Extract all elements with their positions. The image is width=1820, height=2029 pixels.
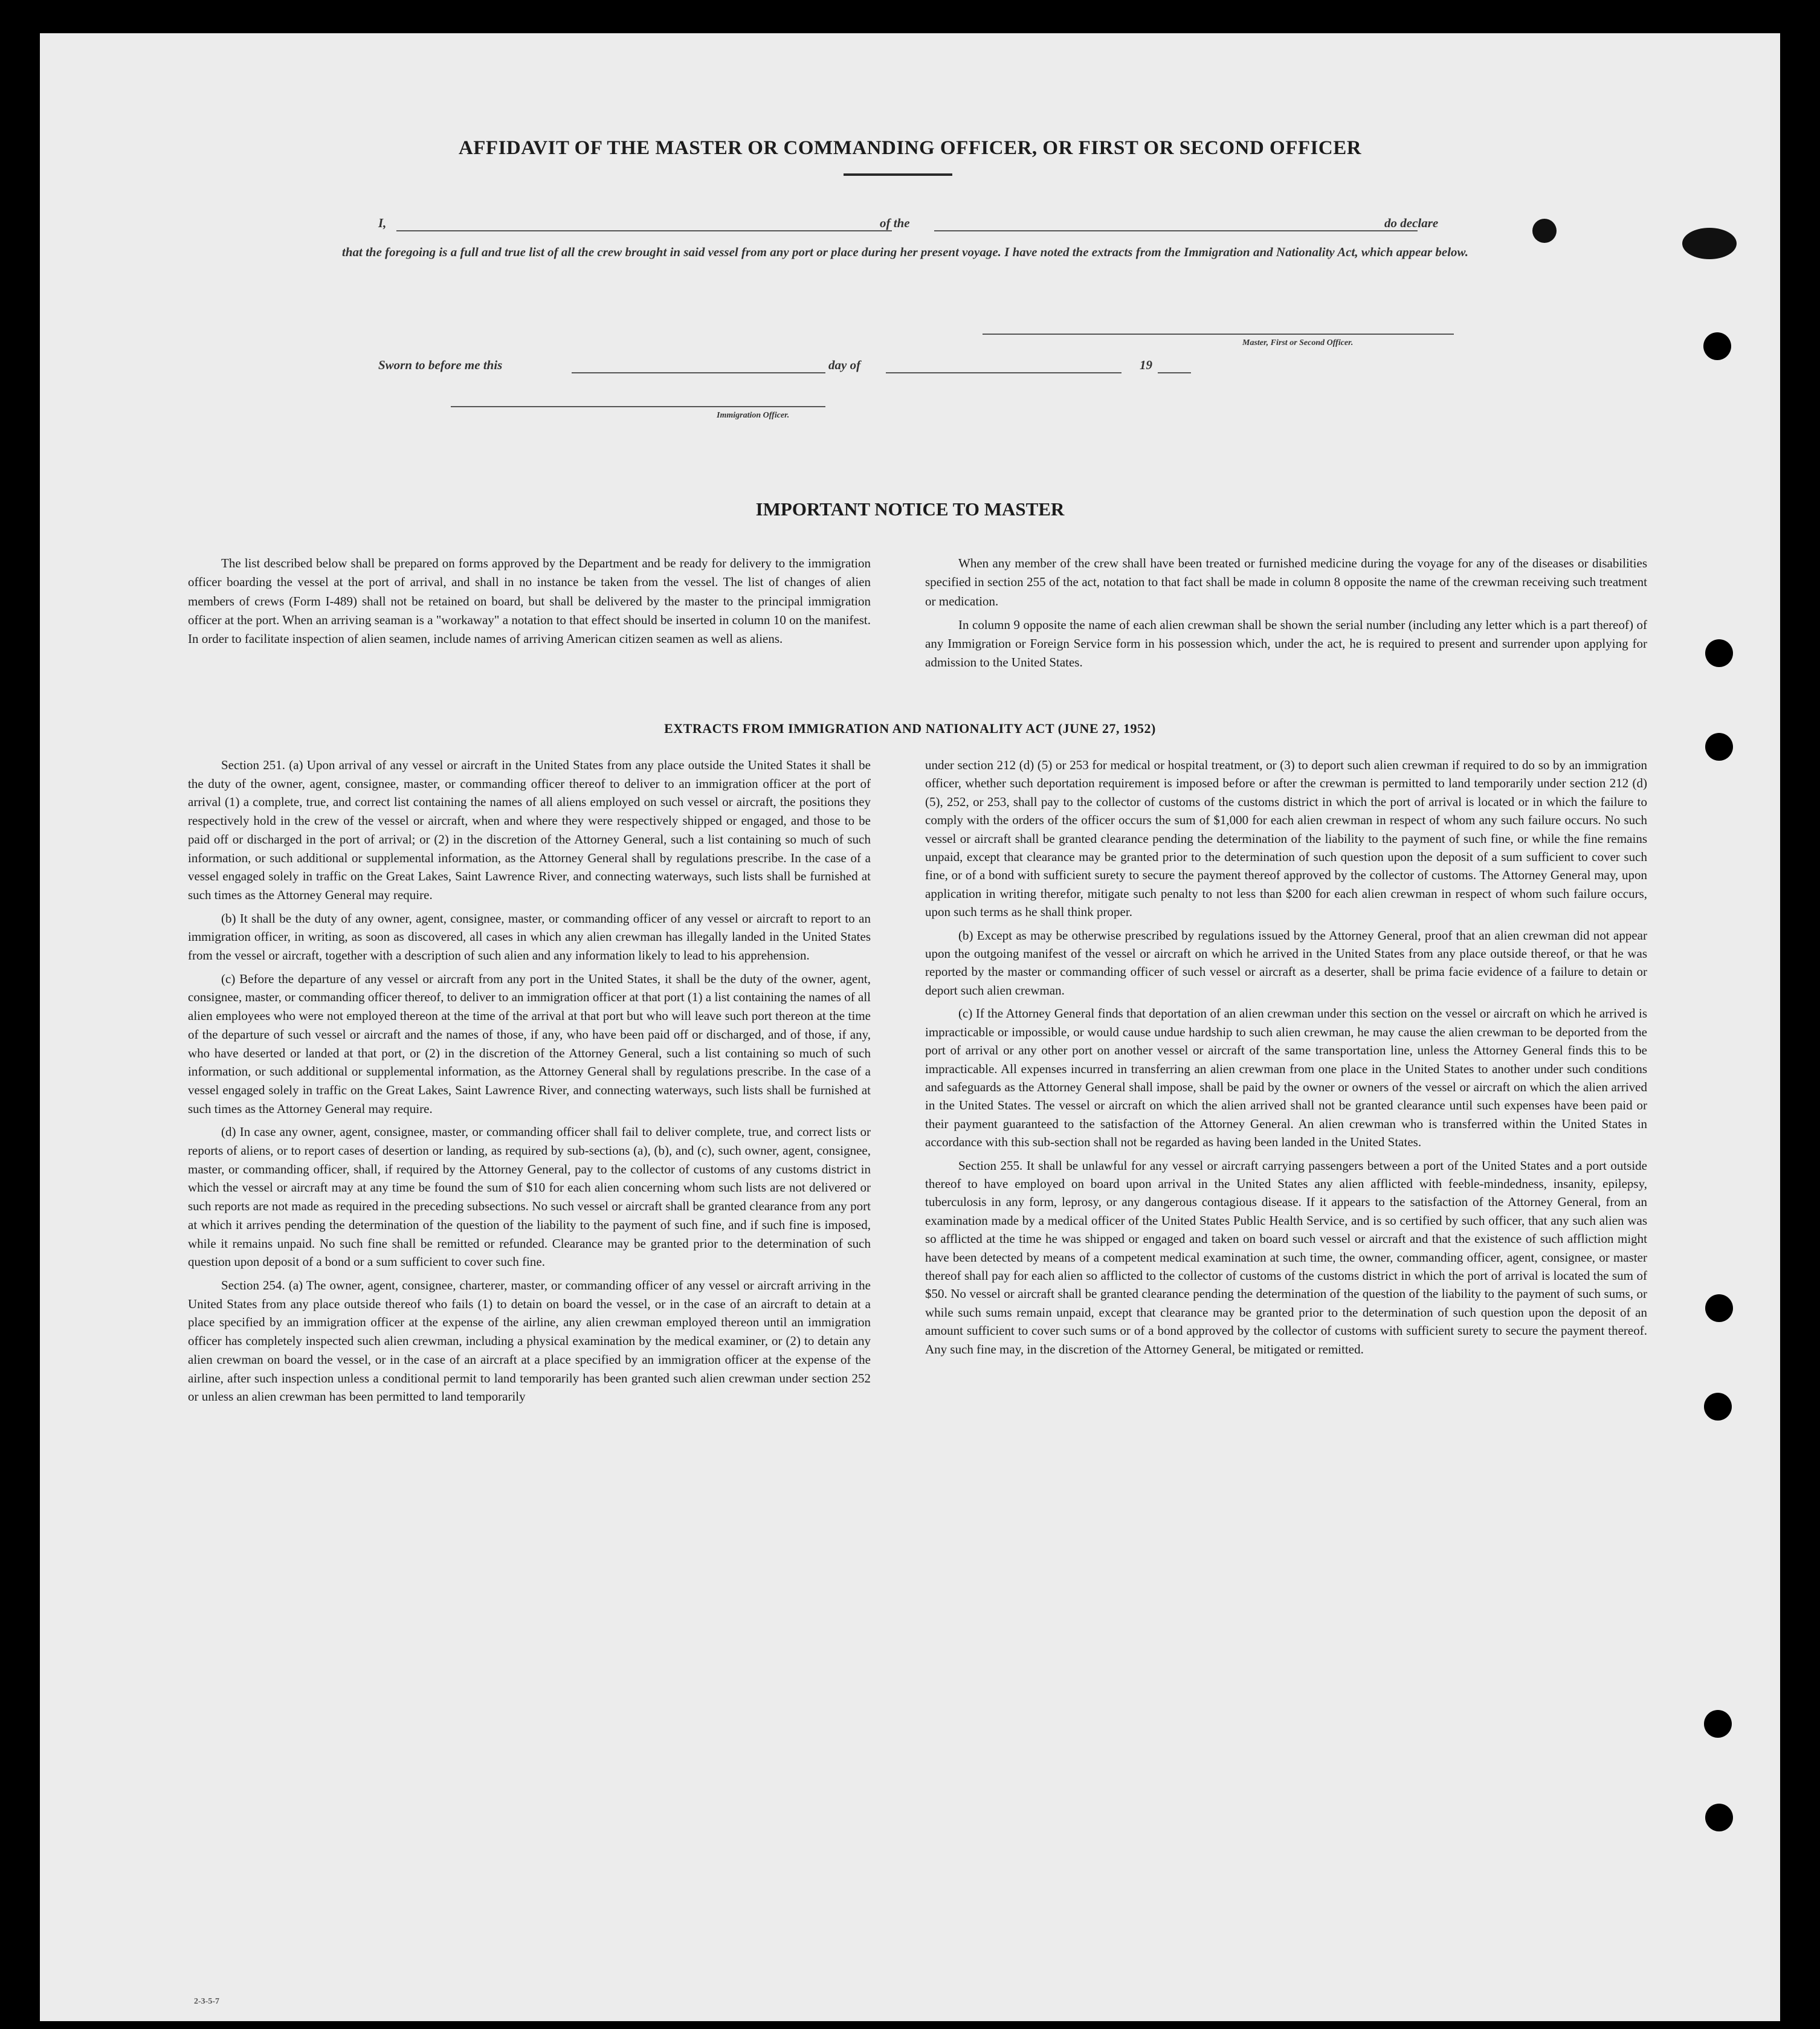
extract-section-251d: (d) In case any owner, agent, consignee, master, or commanding officer shall fail to deliver complete, true, and correct lists or reports of aliens, or to report cases of desertion or landing, as required by sub-sections (a), (b), and (c), such owner, agent, consignee, master, or commanding officer, shall, if required by the Attorney General, pay to the collector of customs of any customs district in which the vessel or aircraft may at any time be found the sum of $10 for each alien concerning whom such lists are not delivered or such reports are not made as required in the preceding subsections. No such vessel or aircraft shall be granted clearance from any port at which it arrives pending the determination of the question of the liability to the payment of such fine, and if such fine is imposed, while it remains unpaid. No such fine shall be remitted or refunded. Clearance may be granted prior to the determination of such question upon deposit of a bond or a sum sufficient to cover such fine. — [188, 1124, 871, 1269]
signature-line[interactable] — [983, 334, 1454, 335]
extract-section-254a-cont: under section 212 (d) (5) or 253 for medical or hospital treatment, or (3) to deport such alien crewman if required to do so by an immigration officer, whether such deportation requirement is imposed before or after the crewman is permitted to land temporarily under section 212 (d) (5), 252, or 253, shall pay to the collector of customs of the customs district in which the port of arrival is located or in which the failure to comply with the orders of the officer occurs the sum of $1,000 for each alien crewman in respect of whom any such failure occurs. No such vessel or aircraft shall be granted clearance pending the determination of the liability to the payment of such fine, or while the fine remains unpaid, except that clearance may be granted prior to the determination of such question upon the deposit of a sum sufficient to cover such fine, or of a bond with sufficient surety to secure the payment thereof approved by the collector of customs. The Attorney General may, upon application in writing therefor, mitigate such penalty to not less than $200 for each alien crewman in respect of whom such failure occurs, upon such terms as he shall think proper. — [925, 758, 1647, 920]
signature-caption: Master, First or Second Officer. — [1242, 338, 1354, 347]
extract-section-254b: (b) Except as may be otherwise prescribed by regulations issued by the Attorney General, proof that an alien crewman did not appear upon the outgoing manifest of the vessel or aircraft on which he arrived in the United States from any place outside thereof, or that he was reported by the master or commanding officer of such vessel or aircraft as a deserter, shall be prima facie evidence of a failure to detain or deport such alien crewman. — [925, 927, 1647, 998]
sworn-year-label: 19 — [1140, 358, 1152, 372]
declarant-name-field[interactable] — [396, 230, 892, 231]
punch-hole — [1682, 228, 1737, 259]
notice-title: IMPORTANT NOTICE TO MASTER — [755, 498, 1065, 520]
vessel-name-field[interactable] — [934, 230, 1418, 231]
document-page — [40, 33, 1780, 2021]
extract-section-251a: Section 251. (a) Upon arrival of any vessel or aircraft in the United States from any place outside the United States it shall be the duty of the owner, agent, consignee, master, or commanding officer thereof to deliver to an immigration officer at the port of arrival (1) a complete, true, and correct list containing the names of all aliens employed on such vessel or aircraft, the positions they respectively hold in the crew of the vessel or aircraft, when and where they were respectively shipped or engaged, and those to be paid off or discharged in the port of arrival; or (2) in the discretion of the Attorney General, such a list containing so much of such information, or such additional or supplemental information, as the Attorney General shall by regulations prescribe. In the case of a vessel engaged solely in traffic on the Great Lakes, Saint Lawrence River, and connecting waterways, such lists shall be furnished at such times as the Attorney General may require. — [188, 758, 871, 902]
punch-hole — [1705, 1294, 1733, 1322]
officer-caption: Immigration Officer. — [717, 411, 790, 420]
punch-hole — [1705, 1804, 1733, 1831]
extract-section-251b: (b) It shall be the duty of any owner, agent, consignee, master, or commanding officer of any vessel or aircraft to report to an immigration officer, in writing, as soon as discovered, all cases in which any alien crewman has illegally landed in the United States from the vessel or aircraft, together with a description of such alien and any information likely to lead to his apprehension. — [188, 911, 871, 963]
ink-smudge — [1532, 219, 1557, 243]
extract-section-255: Section 255. It shall be unlawful for any vessel or aircraft carrying passengers between a port of the United States and a port outside thereof to have employed on board upon arrival in the United States any alien afflicted with feeble-mindedness, insanity, epilepsy, tuberculosis in any form, leprosy, or any dangerous contagious disease. If it appears to the satisfaction of the Attorney General, from an examination made by a medical officer of the United States Public Health Service, and is so certified by such officer, that any such alien was so afflicted at the time he was shipped or engaged and taken on board such vessel or aircraft and that the existence of such affliction might have been detected by means of a competent medical examination at such time, the owner, commanding officer, agent, consignee, or master thereof shall pay for each alien so afflicted to the collector of customs of the customs district in which the port of arrival is located the sum of $50. No vessel or aircraft shall be granted clearance pending the determination of the question of the liability to the payment of such sums, or while such sums remain unpaid, except that clearance may be granted prior to the determination of such question upon the deposit of an amount sufficient to cover such sums or of a bond approved by the collector of customs with sufficient surety to secure the payment thereof. Any such fine may, in the discretion of the Attorney General, be mitigated or remitted. — [925, 1158, 1647, 1356]
officer-signature-line[interactable] — [451, 406, 825, 407]
notice-left-paragraph: The list described below shall be prepared on forms approved by the Department and be ready for delivery to the immigration officer boarding the vessel at the port of arrival, and shall in no instance be taken from the vessel. The list of changes of alien members of crews (Form I-489) shall not be retained on board, but shall be delivered by the master to the principal immigration officer at the port. When an arriving seaman is a "workaway" a notation to that effect should be inserted in column 10 on the manifest. In order to facilitate inspection of alien seamen, include names of arriving American citizen seamen as well as aliens. — [188, 556, 871, 647]
notice-right-paragraph-2: In column 9 opposite the name of each alien crewman shall be shown the serial number (including any letter which is a part thereof) of any Immigration or Foreign Service form in his possession which, under the act, he is required to present and surrender upon applying for admission to the United States. — [925, 617, 1647, 670]
sworn-day-of-label: day of — [828, 358, 861, 372]
sworn-year-field[interactable] — [1158, 372, 1191, 373]
punch-hole — [1704, 1393, 1732, 1421]
form-footer-mark: 2-3-5-7 — [194, 1997, 219, 2006]
extracts-right-column — [925, 756, 1647, 1358]
punch-hole — [1704, 1710, 1732, 1738]
punch-hole — [1703, 332, 1731, 360]
sworn-prefix: Sworn to before me this — [378, 358, 503, 372]
notice-right-paragraph-1: When any member of the crew shall have been treated or furnished medicine during the voyage for any of the diseases or disabilities specified in section 255 of the act, notation to that fact shall be made in column 8 opposite the name of the crewman receiving such treatment or medication. — [925, 556, 1647, 608]
extract-section-251c: (c) Before the departure of any vessel or aircraft from any port in the United States, it shall be the duty of the owner, agent, consignee, master, or commanding officer thereof, to deliver to an immigration officer at that port (1) a list containing the names of all alien employees who were not employed thereon at the time of the arrival at that port but who will leave such port thereon at the time of the departure of such vessel or aircraft and the names of those, if any, who have been paid off or discharged, and of those, if any, who have deserted or landed at that port, or (2) in the discretion of the Attorney General, such a list containing so much of such information, or such additional or supplemental information, as the Attorney General shall by regulations prescribe. In the case of a vessel engaged solely in traffic on the Great Lakes, Saint Lawrence River, and connecting waterways, such lists shall be furnished at such times as the Attorney General may require. — [188, 971, 871, 1116]
notice-left-column — [188, 554, 871, 648]
extract-section-254c: (c) If the Attorney General finds that deportation of an alien crewman under this section on the vessel or aircraft on which he arrived is impracticable or impossible, or would cause undue hardship to such alien crewman, he may cause the alien crewman to be deported from the port of arrival or any other port on another vessel or aircraft of the same transportation line, unless the Attorney General finds this to be impracticable. All expenses incurred in transferring an alien crewman from one place in the United States to another under such conditions and safeguards as the Attorney General shall impose, shall be paid by the owner or owners of the vessel or aircraft on which the alien arrived in the United States. The vessel or aircraft on which the alien arrived shall not be granted clearance until such expenses have been paid or their payment guaranteed to the satisfaction of the Attorney General. An alien crewman who is transferred within the United States in accordance with this sub-section shall not be regarded as having been landed in the United States. — [925, 1006, 1647, 1150]
of-the-label: of the — [880, 216, 910, 230]
title-underline — [844, 173, 952, 176]
affidavit-title: AFFIDAVIT OF THE MASTER OR COMMANDING OFFICER, OR FIRST OR SECOND OFFICER — [458, 137, 1362, 159]
punch-hole — [1705, 639, 1733, 667]
sworn-day-field[interactable] — [572, 372, 825, 373]
declarant-prefix: I, — [378, 216, 387, 230]
extracts-left-column — [188, 756, 871, 1406]
extracts-title: EXTRACTS FROM IMMIGRATION AND NATIONALITY ACT (JUNE 27, 1952) — [664, 721, 1156, 736]
notice-right-column — [925, 554, 1647, 673]
punch-hole — [1705, 733, 1733, 761]
declaration-text: that the foregoing is a full and true list of all the crew brought in said vessel from any port or place during her present voyage. I have noted the extracts from the Immigration and Nationality Act, which appear below. — [342, 245, 1469, 259]
do-declare-label: do declare — [1384, 216, 1439, 230]
sworn-month-field[interactable] — [886, 372, 1121, 373]
extract-section-254a: Section 254. (a) The owner, agent, consignee, charterer, master, or commanding officer of any vessel or aircraft arriving in the United States from any place outside thereof who fails (1) to detain on board the vessel, or in the case of an aircraft to detain at a place specified by an immigration officer at the expense of the airline, any alien crewman employed thereon until an immigration officer has completely inspected such alien crewman, including a physical examination by the medical examiner, or (2) to detain any alien crewman on board the vessel, or in the case of an aircraft at a place specified by an immigration officer at the expense of the airline, after such inspection unless a conditional permit to land temporarily has been granted such alien crewman under section 252 or unless an alien crewman has been permitted to land temporarily — [188, 1277, 871, 1404]
